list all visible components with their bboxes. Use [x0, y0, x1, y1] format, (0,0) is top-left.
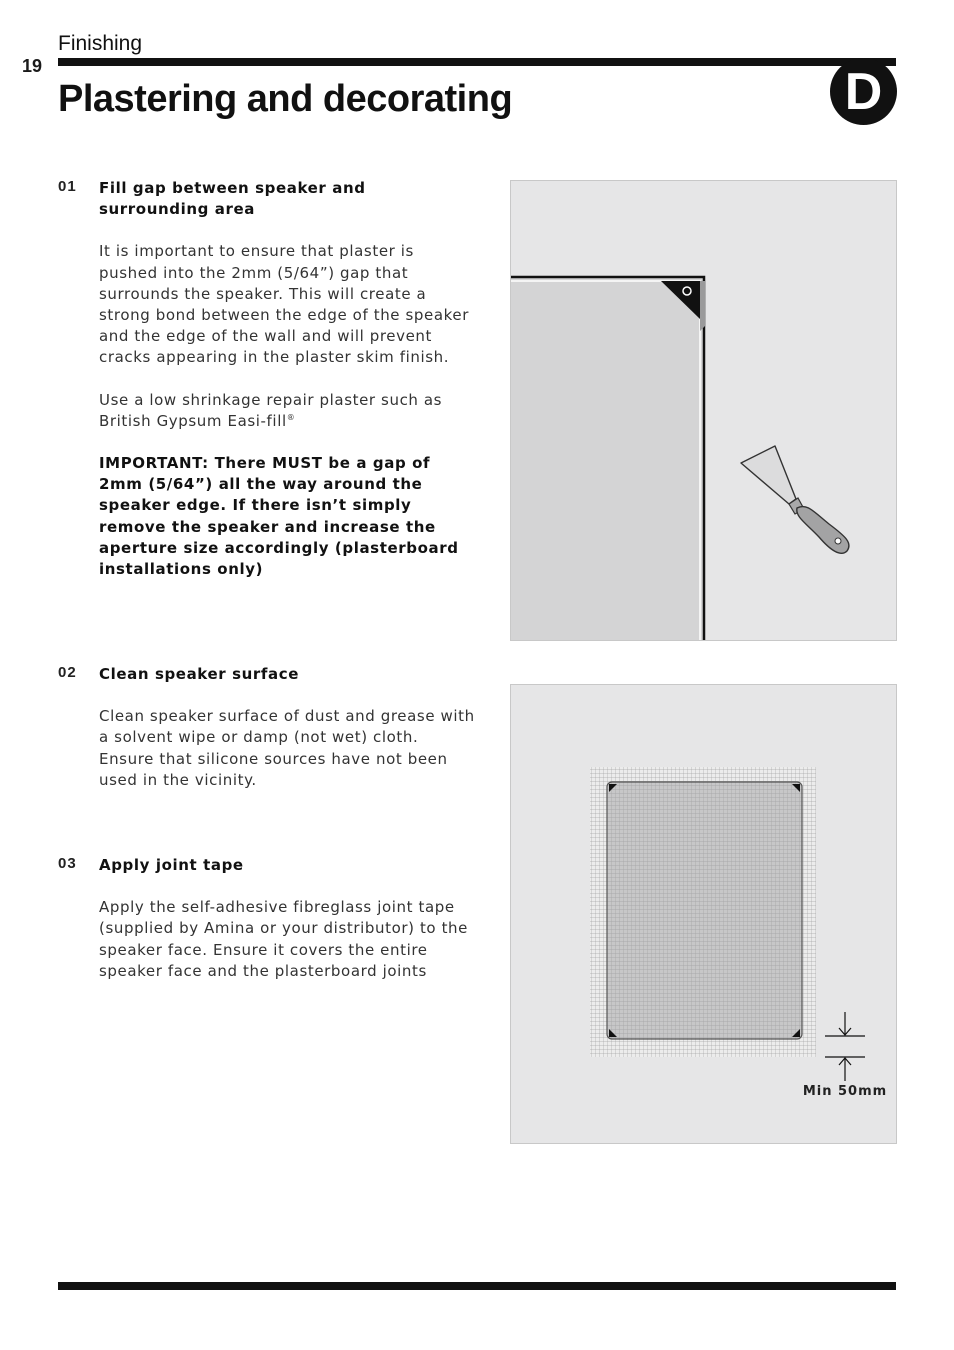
chapter-badge: D	[830, 58, 897, 125]
step-paragraph: It is important to ensure that plaster is pushed into the 2mm (5/64”) gap that surrounds the speaker. This will create a strong bond between the edge of the speaker and the edge of the wall and will prevent cracks appearing in the plaster skim finish.	[99, 242, 470, 367]
footer-rule	[58, 1282, 896, 1290]
step-paragraph: Clean speaker surface of dust and grease with a solvent wipe or damp (not wet) cloth. Ensure that silicone sources have not been used in the vicinity.	[99, 707, 475, 789]
fill-gap-illustration	[510, 180, 897, 641]
filling-knife-icon	[741, 446, 849, 553]
dimension-arrow-down-icon	[839, 1012, 851, 1035]
header-rule	[58, 58, 896, 66]
step-paragraph-plaster	[99, 390, 478, 432]
step-03	[58, 855, 478, 1003]
step-number: 01	[58, 178, 77, 195]
dimension-label: Min 50mm	[802, 1084, 888, 1099]
registered-mark: ®	[286, 412, 296, 422]
step-number: 02	[58, 664, 77, 681]
step-title: Clean speaker surface	[99, 665, 299, 683]
important-notice: IMPORTANT: There MUST be a gap of 2mm (5/64”) all the way around the speaker edge. If there isn’t simply remove the speaker and increase the aperture size accordingly (plasterboard installations only)	[99, 454, 459, 579]
section-label: Finishing	[58, 32, 143, 55]
page-title: Plastering and decorating	[58, 78, 513, 120]
step-body	[99, 855, 478, 982]
plaster-recommendation: Use a low shrinkage repair plaster such as British Gypsum Easi-fill	[99, 390, 443, 430]
taped-speaker	[607, 782, 802, 1039]
step-title: Apply joint tape	[99, 856, 244, 874]
step-title: Fill gap between speaker and surrounding area	[99, 179, 366, 219]
step-01	[58, 178, 478, 601]
speaker-panel	[511, 277, 703, 641]
page-number: 19	[22, 56, 43, 76]
joint-tape-svg	[511, 685, 897, 1144]
step-paragraph: Apply the self-adhesive fibreglass joint tape (supplied by Amina or your distributor) to the speaker face. Ensure it covers the entire speaker face and the plasterboard joints	[99, 898, 468, 980]
step-02	[58, 664, 478, 812]
step-body	[99, 664, 478, 791]
step-number: 03	[58, 855, 77, 872]
dimension-arrow-up-icon	[839, 1058, 851, 1081]
fill-gap-svg	[511, 181, 897, 641]
plaster-fill	[700, 281, 705, 331]
step-body	[99, 178, 478, 580]
joint-tape-illustration	[510, 684, 897, 1144]
